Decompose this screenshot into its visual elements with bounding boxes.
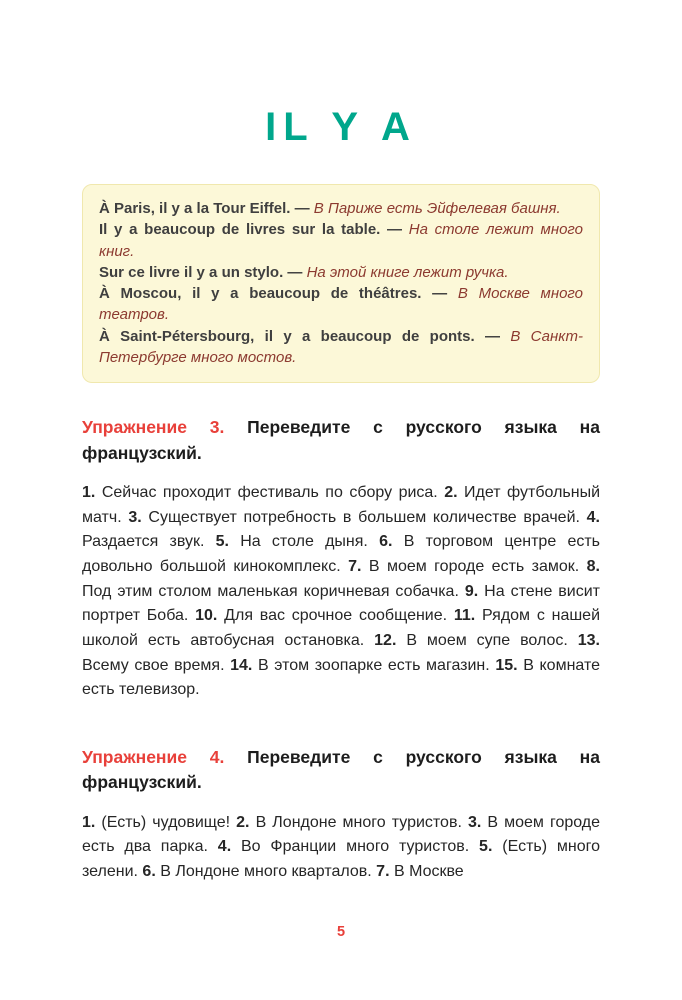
example-sentence xyxy=(99,219,583,262)
page-number: 5 xyxy=(336,924,346,940)
sentence-text: В Лондоне много кварталов. xyxy=(160,862,372,880)
example-separator: — xyxy=(290,200,314,217)
exercises-section xyxy=(82,415,600,884)
page-title: IL Y A xyxy=(265,105,417,149)
example-french: À Moscou, il y a beaucoup de théâtres. xyxy=(99,285,422,303)
example-french: Sur ce livre il y a un stylo. xyxy=(99,263,284,281)
sentence-text: В комнате есть телевизор. xyxy=(82,656,600,699)
example-separator: — xyxy=(421,285,458,303)
sentence-text: В моем городе есть два парка. xyxy=(82,813,601,856)
sentence-number: 14. xyxy=(224,656,258,674)
example-russian: В Париже есть Эйфелевая башня. xyxy=(313,200,561,217)
sentence-number: 15. xyxy=(489,656,524,674)
sentence-text: (Есть) чудовище! xyxy=(101,813,231,831)
sentence-text: На столе дыня. xyxy=(240,533,368,551)
example-separator: — xyxy=(283,263,307,281)
sentence-number: 5. xyxy=(469,838,503,856)
exercise-instruction: Переведите с русского языка на французский. xyxy=(82,746,600,793)
sentence-text: Во Франции много туристов. xyxy=(241,838,470,856)
example-separator: — xyxy=(380,221,409,239)
sentence-number: 3. xyxy=(461,813,488,831)
sentence-number: 2. xyxy=(230,813,256,831)
sentence-text: На стене висит портрет Боба. xyxy=(82,582,601,625)
exercise-label: Упражнение 4. xyxy=(82,746,248,767)
example-russian: На этой книге лежит ручка. xyxy=(306,263,509,281)
sentence-text: В моем супе волос. xyxy=(406,631,568,649)
sentence-text: В торговом центре есть довольно большой кинокомплекс. xyxy=(82,533,601,575)
sentence-number: 1. xyxy=(82,813,102,831)
sentence-text: Рядом с нашей школой есть автобусная остановка. xyxy=(82,607,601,649)
sentence-text: Существует потребность в большем количестве врачей. xyxy=(148,508,580,526)
sentence-text: Идет футбольный матч. xyxy=(82,484,601,526)
exercise-heading xyxy=(82,745,600,796)
exercise xyxy=(82,745,600,885)
example-russian: На столе лежит много книг. xyxy=(99,221,583,260)
sentence-number: 5. xyxy=(204,533,241,551)
examples-box xyxy=(82,184,600,383)
sentence-text: В Москве xyxy=(393,862,464,880)
example-sentence xyxy=(99,326,583,369)
sentence-number: 3. xyxy=(121,508,149,526)
sentence-number: 13. xyxy=(567,631,601,649)
exercise-heading xyxy=(82,415,600,466)
sentence-number: 8. xyxy=(579,558,600,575)
sentence-number: 4. xyxy=(579,508,601,526)
example-sentence xyxy=(99,262,583,283)
example-russian: В Москве много театров. xyxy=(99,285,583,324)
sentence-number: 10. xyxy=(188,607,225,625)
sentence-number: 11. xyxy=(447,607,483,625)
exercise-label: Упражнение 3. xyxy=(82,417,248,438)
sentence-text: Под этим столом маленькая коричневая собачка. xyxy=(82,582,459,600)
example-sentence xyxy=(99,283,583,326)
sentence-text: Всему свое время. xyxy=(82,656,225,674)
sentence-number: 1. xyxy=(82,484,102,502)
sentence-text: (Есть) много зелени. xyxy=(82,838,601,880)
sentence-number: 4. xyxy=(207,838,241,856)
example-russian: В Санкт-Петербурге много мостов. xyxy=(99,327,583,367)
sentence-number: 9. xyxy=(458,582,485,600)
exercise-sentences xyxy=(82,811,600,885)
sentence-text: В этом зоопарке есть магазин. xyxy=(258,656,490,674)
sentence-text: Сейчас проходит фестиваль по сбору риса. xyxy=(101,484,438,502)
example-separator: — xyxy=(474,327,511,345)
sentence-number: 12. xyxy=(364,631,407,649)
exercise-instruction: Переведите с русского языка на французский. xyxy=(82,417,600,463)
sentence-number: 7. xyxy=(371,862,394,880)
sentence-text: Раздается звук. xyxy=(82,533,205,551)
sentence-number: 6. xyxy=(137,862,161,880)
exercise-sentences xyxy=(82,481,600,703)
exercise xyxy=(82,415,600,702)
sentence-number: 2. xyxy=(437,484,465,502)
example-french: Il y a beaucoup de livres sur la table. xyxy=(99,221,381,239)
sentence-text: В Лондоне много туристов. xyxy=(255,813,462,831)
example-french: À Saint-Pétersbourg, il y a beaucoup de ponts. xyxy=(99,327,475,345)
example-french: À Paris, il y a la Tour Eiffel. xyxy=(99,200,291,217)
sentence-text: В моем городе есть замок. xyxy=(368,558,580,575)
sentence-number: 7. xyxy=(340,558,369,575)
example-sentence xyxy=(99,198,583,219)
sentence-number: 6. xyxy=(367,533,404,551)
sentence-text: Для вас срочное сообщение. xyxy=(224,607,448,625)
